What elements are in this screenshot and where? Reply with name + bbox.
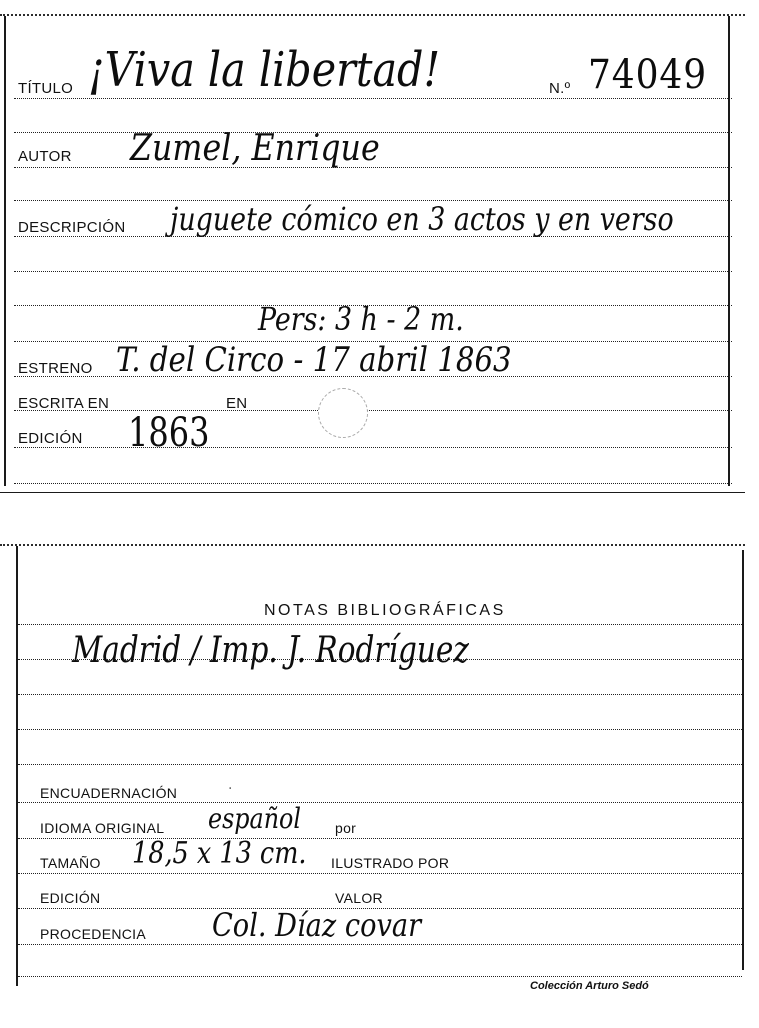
rule-line — [14, 410, 732, 411]
rule-line — [18, 873, 742, 874]
procedencia-label: PROCEDENCIA — [40, 926, 146, 942]
tamano-value: 18,5 x 13 cm. — [132, 836, 307, 871]
rule-line — [18, 694, 742, 695]
en-label: EN — [226, 395, 248, 412]
idioma-value: español — [208, 802, 301, 835]
encuadernacion-label: ENCUADERNACIÓN — [40, 785, 178, 801]
catalog-card-front — [0, 0, 759, 495]
rule-line — [18, 624, 742, 625]
rule-line — [14, 483, 732, 484]
estreno-value: T. del Circo - 17 abril 1863 — [116, 340, 512, 380]
rule-line — [18, 838, 742, 839]
tamano-label: TAMAÑO — [40, 855, 101, 871]
notas-bibliograficas-title: NOTAS BIBLIOGRÁFICAS — [264, 602, 506, 619]
edicion-value: 1863 — [128, 410, 210, 456]
card-right-border — [728, 16, 730, 486]
valor-label: VALOR — [335, 890, 383, 906]
collection-credit: Colección Arturo Sedó — [530, 980, 649, 992]
edicion-back-label: EDICIÓN — [40, 890, 101, 906]
notas-value: Madrid / Imp. J. Rodríguez — [72, 630, 469, 671]
card-left-border — [4, 16, 6, 486]
titulo-value: ¡Viva la libertad! — [88, 42, 441, 98]
estreno-label: ESTRENO — [18, 360, 93, 377]
personajes-value: Pers: 3 h - 2 m. — [258, 300, 464, 338]
rule-line — [14, 447, 732, 448]
card-right-border — [742, 550, 744, 970]
escrita-label: ESCRITA EN — [18, 395, 110, 412]
rule-line — [14, 98, 732, 99]
ilustrado-label: ILUSTRADO POR — [331, 855, 450, 871]
descripcion-label: DESCRIPCIÓN — [18, 219, 126, 236]
rule-line — [14, 271, 732, 272]
dot-mark: · — [228, 781, 233, 797]
descripcion-value: juguete cómico en 3 actos y en verso — [170, 200, 674, 238]
titulo-label: TÍTULO — [18, 80, 74, 97]
stamp-mark — [318, 388, 368, 438]
edicion-label: EDICIÓN — [18, 430, 83, 447]
card-base-line — [0, 492, 745, 493]
rule-line — [18, 729, 742, 730]
card-left-border — [16, 546, 18, 986]
rule-line — [18, 944, 742, 945]
por-label: por — [335, 820, 357, 836]
rule-line — [18, 802, 742, 803]
autor-value: Zumel, Enrique — [130, 128, 380, 169]
numero-value: 74049 — [588, 52, 708, 98]
numero-label: N.º — [549, 80, 571, 97]
idioma-label: IDIOMA ORIGINAL — [40, 820, 165, 836]
card-top-edge — [0, 544, 745, 546]
rule-line — [18, 764, 742, 765]
procedencia-value: Col. Díaz covar — [212, 906, 422, 944]
rule-line — [18, 976, 742, 977]
autor-label: AUTOR — [18, 148, 72, 165]
card-top-edge — [0, 14, 745, 16]
